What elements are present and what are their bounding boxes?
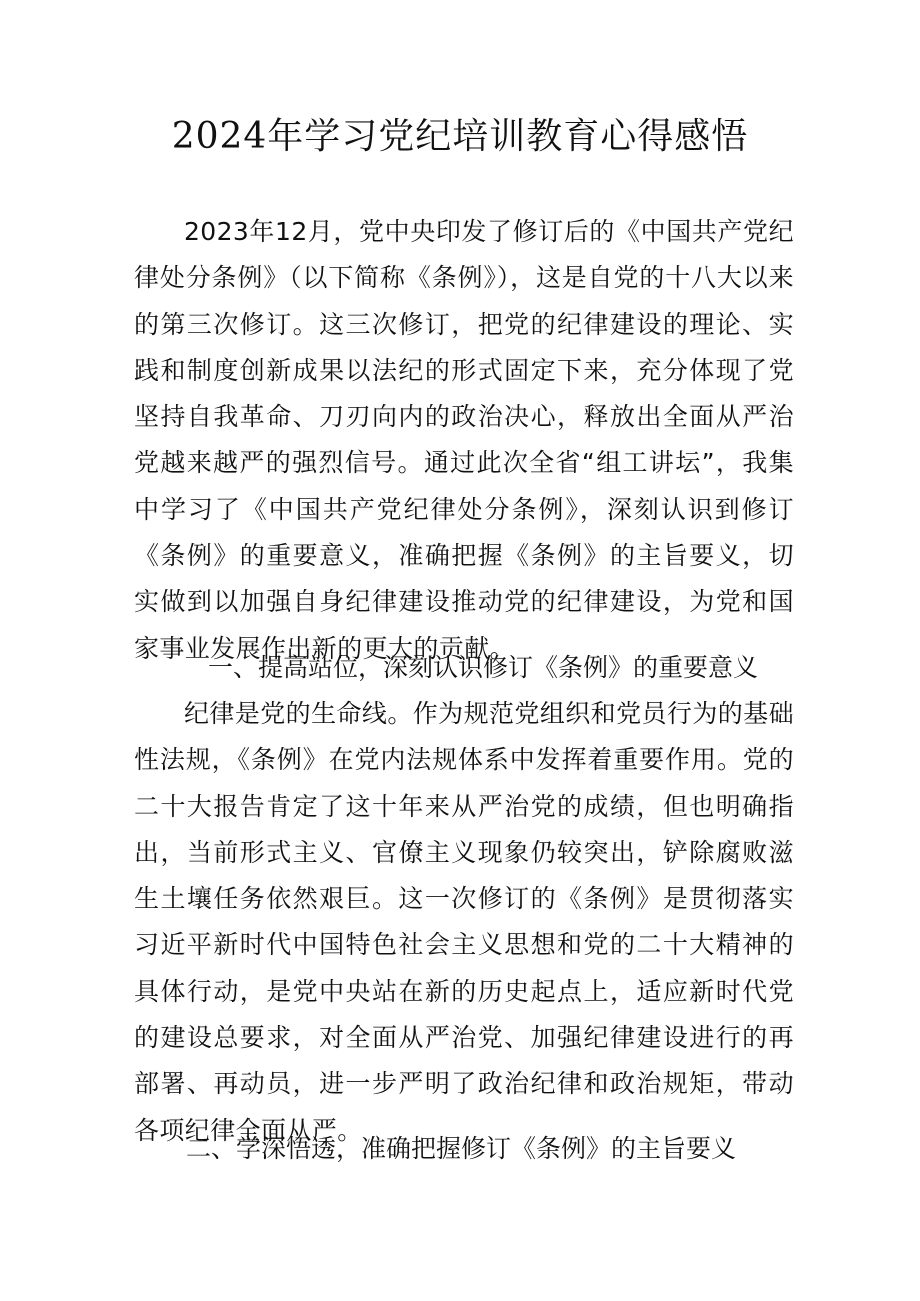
document-title: 2024年学习党纪培训教育心得感悟 [171,116,749,157]
paragraph-section-1: 纪律是党的生命线。作为规范党组织和党员行为的基础性法规，《条例》在党内法规体系中发挥着重要作用。党的二十大报告肯定了这十年来从严治党的成绩，但也明确指出，当前形式主义、官僚主义现象仍较突出，铲除腐败滋生土壤任务依然艰巨。这一次修订的《条例》是贯彻落实习近平新时代中国特色社会主义思想和党的二十大精神的具体行动，是党中央站在新的历史起点上，适应新时代党的建设总要求，对全面从严治党、加强纪律建设进行的再部署、再动员，进一步严明了政治纪律和政治规矩，带动各项纪律全面从严。 [134,699,794,1145]
section-heading-1: 一、提高站位，深刻认识修订《条例》的重要意义 [208,653,759,682]
paragraph-intro: 2023年12月，党中央印发了修订后的《中国共产党纪律处分条例》（以下简称《条例》），这是自党的十八大以来的第三次修订。这三次修订，把党的纪律建设的理论、实践和制度创新成果以法纪的形式固定下来，充分体现了党坚持自我革命、刀刃向内的政治决心，释放出全面从严治党越来越严的强烈信号。通过此次全省“组工讲坛”，我集中学习了《中国共产党纪律处分条例》，深刻认识到修订《条例》的重要意义，准确把握《条例》的主旨要义，切实做到以加强自身纪律建设推动党的纪律建设，为党和国家事业发展作出新的更大的贡献。 [134,217,794,663]
section-heading-2: 二、学深悟透，准确把握修订《条例》的主旨要义 [186,1134,737,1163]
